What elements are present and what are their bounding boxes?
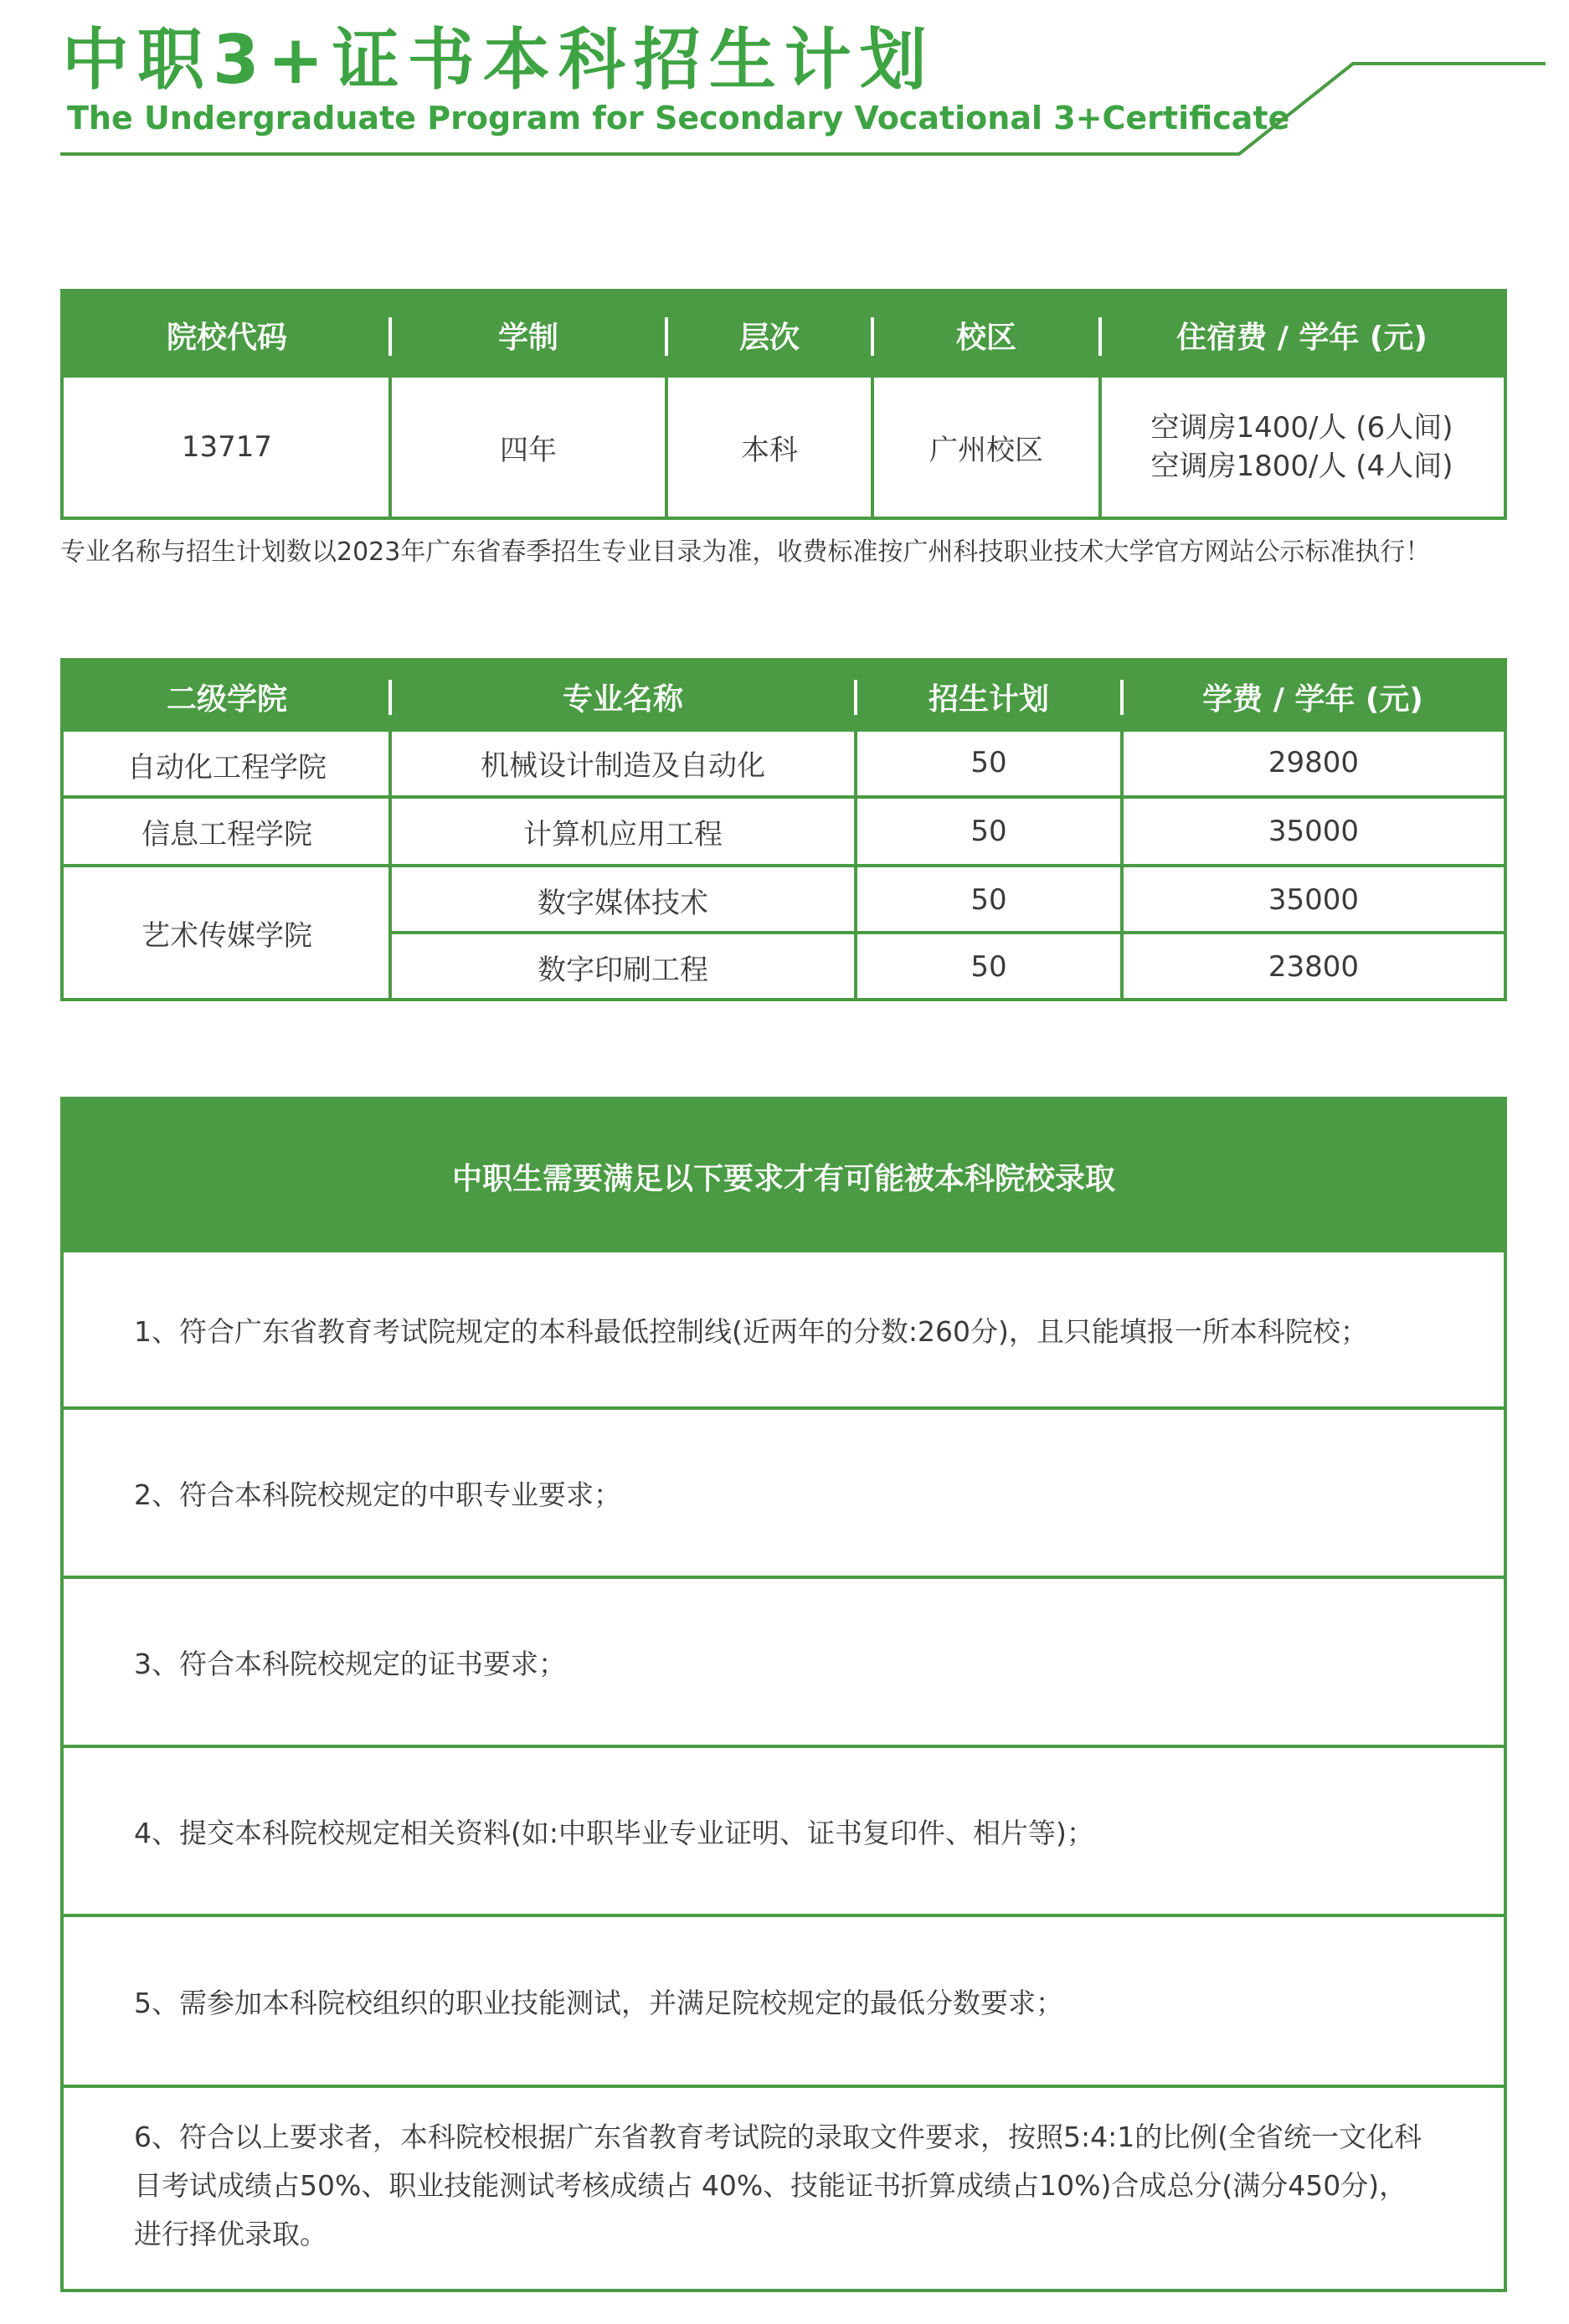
- requirement-item: 5、需参加本科院校组织的职业技能测试，并满足院校规定的最低分数要求；: [134, 1986, 1063, 2019]
- header-tuition: 学费 / 学年 (元): [1202, 681, 1423, 717]
- college-information: 信息工程学院: [141, 817, 312, 851]
- dorm-fee-four: 空调房1800/人 (4人间): [1150, 450, 1453, 483]
- major-name: 数字印刷工程: [538, 953, 708, 987]
- header-dorm-fee: 住宿费 / 学年 (元): [1176, 320, 1428, 355]
- major-name: 数字媒体技术: [538, 886, 708, 920]
- major-name: 机械设计制造及自动化: [481, 748, 765, 783]
- header-school-code: 院校代码: [166, 320, 287, 355]
- header-campus: 校区: [955, 320, 1016, 355]
- requirement-item: 2、符合本科院校规定的中职专业要求；: [134, 1478, 621, 1511]
- page-title: 中职3+证书本科招生计划: [62, 21, 935, 99]
- major-tuition: 35000: [1268, 815, 1360, 848]
- school-code: 13717: [181, 430, 273, 464]
- requirements-box: [60, 1097, 1507, 2292]
- level: 本科: [741, 433, 798, 467]
- school-info-table: [60, 289, 1507, 520]
- college-automation: 自动化工程学院: [127, 750, 327, 784]
- dorm-fee-six: 空调房1400/人 (6人间): [1150, 411, 1453, 445]
- major-tuition: 23800: [1268, 950, 1360, 984]
- major-plan: 50: [970, 883, 1007, 917]
- header-duration: 学制: [497, 320, 558, 355]
- header-level: 层次: [738, 320, 800, 355]
- school-info-header: [64, 292, 1504, 378]
- header-major: 专业名称: [562, 681, 683, 717]
- major-name: 计算机应用工程: [523, 817, 723, 851]
- header-plan: 招生计划: [928, 681, 1049, 717]
- requirement-item: 6、符合以上要求者，本科院校根据广东省教育考试院的录取文件要求，按照5:4:1的比例(全省统一文化科目考试成绩占50%、职业技能测试考核成绩占 40%、技能证书折算成绩占10%)合成总分(满分450分)，进行择优录取。: [134, 2121, 1422, 2250]
- header-underline: [0, 0, 1569, 167]
- requirement-item: 3、符合本科院校规定的证书要求；: [134, 1647, 566, 1680]
- majors-header: [64, 661, 1504, 732]
- requirement-item: 1、符合广东省教育考试院规定的本科最低控制线(近两年的分数:260分)，且只能填报一所本科院校；: [134, 1314, 1368, 1348]
- majors-table: [60, 658, 1507, 1001]
- major-plan: 50: [970, 950, 1007, 984]
- duration: 四年: [500, 433, 557, 467]
- page-subtitle: The Undergraduate Program for Secondary Vocational 3+Certificate: [67, 100, 1290, 136]
- school-info-row: [64, 378, 1504, 517]
- campus: 广州校区: [929, 433, 1043, 467]
- dorm-fee: [1100, 378, 1504, 517]
- header-college: 二级学院: [166, 681, 287, 717]
- major-tuition: 29800: [1268, 746, 1360, 779]
- major-plan: 50: [970, 815, 1007, 848]
- major-plan: 50: [970, 746, 1007, 779]
- requirements-title: 中职生需要满足以下要求才有可能被本科院校录取: [64, 1100, 1504, 1252]
- requirement-item: 4、提交本科院校规定相关资料(如:中职毕业专业证明、证书复印件、相片等)；: [134, 1816, 1094, 1849]
- major-tuition: 35000: [1268, 883, 1360, 917]
- college-art-media: 艺术传媒学院: [141, 918, 312, 953]
- footnote: 专业名称与招生计划数以2023年广东省春季招生专业目录为准，收费标准按广州科技职业技术大学官方网站公示标准执行！: [60, 537, 1431, 567]
